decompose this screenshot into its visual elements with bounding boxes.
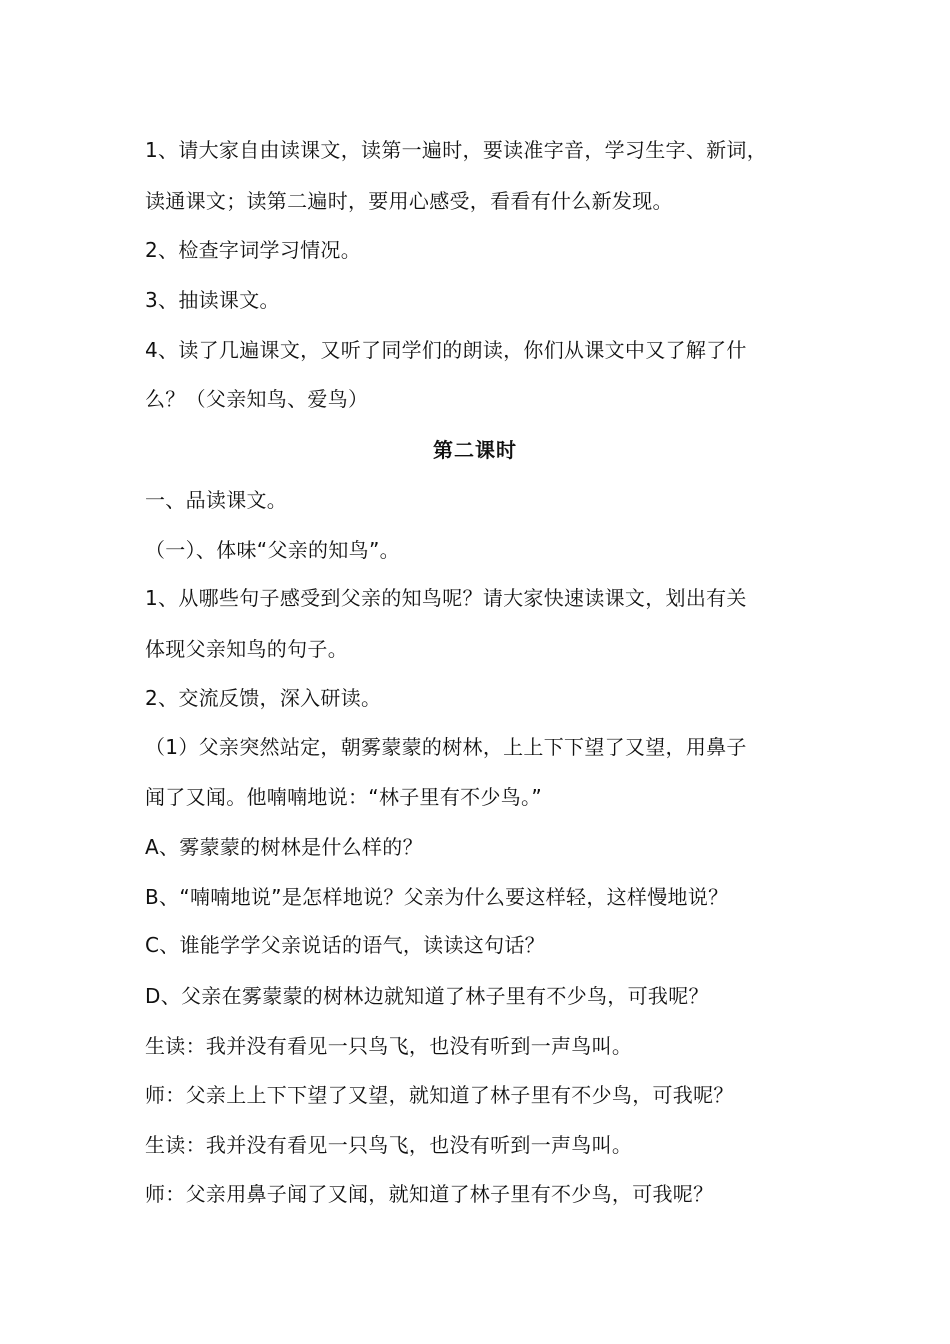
paragraph-line: 一、品读课文。 — [145, 488, 288, 512]
paragraph-line: C、谁能学学父亲说话的语气，读读这句话？ — [145, 933, 545, 957]
paragraph-line: （一）、体味“父亲的知鸟”。 — [145, 538, 400, 562]
paragraph-line: 1、从哪些句子感受到父亲的知鸟呢？请大家快速读课文，划出有关 — [145, 586, 747, 610]
paragraph-line: 4、读了几遍课文，又听了同学们的朗读，你们从课文中又了解了什 — [145, 338, 747, 362]
paragraph-line: 2、检查字词学习情况。 — [145, 238, 362, 262]
paragraph-line: 生读：我并没有看见一只鸟飞，也没有听到一声鸟叫。 — [145, 1034, 633, 1058]
section-heading: 第二课时 — [433, 438, 517, 462]
paragraph-line: B、“喃喃地说”是怎样地说？父亲为什么要这样轻，这样慢地说？ — [145, 885, 729, 909]
paragraph-line: D、父亲在雾蒙蒙的树林边就知道了林子里有不少鸟，可我呢？ — [145, 984, 709, 1008]
paragraph-line: 么？（父亲知鸟、爱鸟） — [145, 387, 369, 411]
paragraph-line: 生读：我并没有看见一只鸟飞，也没有听到一声鸟叫。 — [145, 1133, 633, 1157]
paragraph-line: 闻了又闻。他喃喃地说：“林子里有不少鸟。” — [145, 785, 543, 809]
paragraph-line: 师：父亲上上下下望了又望，就知道了林子里有不少鸟，可我呢？ — [145, 1083, 734, 1107]
paragraph-line: 2、交流反馈，深入研读。 — [145, 686, 382, 710]
paragraph-line: 体现父亲知鸟的句子。 — [145, 637, 348, 661]
paragraph-line: 读通课文；读第二遍时，要用心感受，看看有什么新发现。 — [145, 189, 673, 213]
paragraph-line: 3、抽读课文。 — [145, 288, 280, 312]
paragraph-line: A、雾蒙蒙的树林是什么样的？ — [145, 835, 423, 859]
paragraph-line: 师：父亲用鼻子闻了又闻，就知道了林子里有不少鸟，可我呢？ — [145, 1182, 714, 1206]
paragraph-line: （1）父亲突然站定，朝雾蒙蒙的树林，上上下下望了又望，用鼻子 — [145, 735, 747, 759]
paragraph-line: 1、请大家自由读课文，读第一遍时，要读准字音，学习生字、新词， — [145, 138, 768, 162]
